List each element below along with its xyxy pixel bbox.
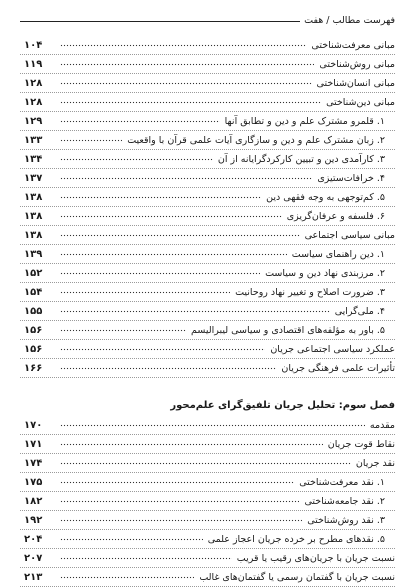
dot-leader bbox=[60, 364, 276, 373]
toc-entry-title: ۵. نقدهای مطرح بر خرده جریان اعجاز علمی bbox=[207, 533, 385, 545]
dot-leader bbox=[60, 231, 300, 240]
toc-entry-title: ۴. خرافات‌ستیزی bbox=[317, 172, 385, 184]
dot-leader bbox=[60, 516, 302, 525]
toc-entry-title: مبانی سیاسی اجتماعی bbox=[304, 229, 395, 241]
section-gap bbox=[20, 378, 395, 394]
toc-entry-page-number: ۲۰۷ bbox=[24, 552, 43, 564]
toc-entry bbox=[20, 549, 395, 568]
toc-entry-page-number: ۱۸۲ bbox=[24, 495, 43, 507]
dot-leader bbox=[60, 212, 282, 221]
toc-entry-title: ۶. فلسفه و عرفان‌گریزی bbox=[286, 210, 385, 222]
toc-entry bbox=[20, 416, 395, 435]
dot-leader bbox=[60, 98, 321, 107]
toc-entry-title: مبانی معرفت‌شناختی bbox=[311, 39, 395, 51]
chapter-heading: فصل سوم: تحلیل جریان تلفیق‌گرای علم‌محور bbox=[170, 399, 395, 411]
toc-entry bbox=[20, 264, 395, 283]
toc-entry-title: نسبت جریان با گفتمان رسمی یا گفتمان‌های غالب bbox=[199, 571, 395, 583]
toc-entry-title: ۵. باور به مؤلفه‌های اقتصادی و سیاسی لیبرالیسم bbox=[191, 324, 385, 336]
toc-entry-title: مبانی انسان‌شناختی bbox=[316, 77, 395, 89]
toc-entry-page-number: ۱۷۰ bbox=[24, 419, 43, 431]
toc-entry-page-number: ۱۵۶ bbox=[24, 324, 43, 336]
toc-entry-page-number: ۱۲۸ bbox=[24, 96, 43, 108]
toc-entry bbox=[20, 511, 395, 530]
toc-entry-page-number: ۱۷۱ bbox=[24, 438, 43, 450]
toc-entry bbox=[20, 112, 395, 131]
dot-leader bbox=[60, 41, 306, 50]
toc-entry bbox=[20, 530, 395, 549]
toc-entry-title: ۱. قلمرو مشترک علم و دین و تطابق آنها bbox=[224, 115, 385, 127]
toc-entry-page-number: ۱۳۸ bbox=[24, 229, 43, 241]
toc-entry-page-number: ۱۵۴ bbox=[24, 286, 43, 298]
toc-entry-title: ۳. نقد روش‌شناختی bbox=[307, 514, 385, 526]
toc-entry-page-number: ۱۷۵ bbox=[24, 476, 43, 488]
toc-entry-title: ۱. دین راهنمای سیاست bbox=[291, 248, 385, 260]
toc-entry-title: ۳. کارآمدی دین و تبیین کارکردگرایانه از آن bbox=[217, 153, 385, 165]
toc-entry-title: عملکرد سیاسی اجتماعی جریان bbox=[270, 343, 395, 355]
toc-entry-page-number: ۱۳۸ bbox=[24, 210, 43, 222]
toc-entry-page-number: ۱۵۲ bbox=[24, 267, 43, 279]
toc-section-part2 bbox=[20, 416, 395, 587]
toc-entry bbox=[20, 321, 395, 340]
toc-entry bbox=[20, 473, 395, 492]
toc-entry-page-number: ۱۳۴ bbox=[24, 153, 43, 165]
dot-leader bbox=[60, 421, 365, 430]
table-of-contents bbox=[20, 36, 395, 587]
toc-section-part1 bbox=[20, 36, 395, 378]
dot-leader bbox=[60, 573, 194, 582]
toc-entry-page-number: ۱۷۴ bbox=[24, 457, 43, 469]
dot-leader bbox=[60, 174, 312, 183]
toc-entry-page-number: ۱۱۹ bbox=[24, 58, 43, 70]
toc-entry-title: ۲. نقد جامعه‌شناختی bbox=[304, 495, 385, 507]
toc-entry bbox=[20, 55, 395, 74]
toc-entry bbox=[20, 150, 395, 169]
toc-entry-page-number: ۲۰۴ bbox=[24, 533, 43, 545]
dot-leader bbox=[60, 60, 314, 69]
dot-leader bbox=[60, 269, 260, 278]
toc-entry-title: ۴. ملی‌گرایی bbox=[334, 305, 385, 317]
toc-entry-page-number: ۲۱۳ bbox=[24, 571, 43, 583]
toc-entry-page-number: ۱۳۳ bbox=[24, 134, 43, 146]
dot-leader bbox=[60, 136, 122, 145]
toc-entry-title: نقاط قوت جریان bbox=[327, 438, 395, 450]
toc-entry bbox=[20, 74, 395, 93]
toc-entry bbox=[20, 492, 395, 511]
toc-entry-page-number: ۱۲۹ bbox=[24, 115, 43, 127]
toc-entry-page-number: ۱۵۶ bbox=[24, 343, 43, 355]
toc-entry-title: ۱. نقد معرفت‌شناختی bbox=[299, 476, 385, 488]
toc-entry-title: ۲. مرزبندی نهاد دین و سیاست bbox=[265, 267, 385, 279]
toc-entry bbox=[20, 226, 395, 245]
dot-leader bbox=[60, 478, 294, 487]
dot-leader bbox=[60, 326, 186, 335]
dot-leader bbox=[60, 440, 323, 449]
toc-entry bbox=[20, 245, 395, 264]
toc-entry-page-number: ۱۰۴ bbox=[24, 39, 43, 51]
toc-entry bbox=[20, 435, 395, 454]
dot-leader bbox=[60, 117, 220, 126]
toc-entry-page-number: ۱۵۵ bbox=[24, 305, 43, 317]
toc-entry-title: نسبت جریان با جریان‌های رقیب یا قریب bbox=[236, 552, 395, 564]
toc-entry bbox=[20, 340, 395, 359]
toc-entry-title: مقدمه bbox=[369, 419, 395, 431]
toc-entry-title: ۳. ضرورت اصلاح و تغییر نهاد روحانیت bbox=[235, 286, 385, 298]
toc-entry-title: نقد جریان bbox=[355, 457, 395, 469]
dot-leader bbox=[60, 345, 265, 354]
toc-entry bbox=[20, 283, 395, 302]
toc-entry bbox=[20, 131, 395, 150]
toc-entry-page-number: ۱۳۷ bbox=[24, 172, 43, 184]
toc-entry-page-number: ۱۳۹ bbox=[24, 248, 43, 260]
dot-leader bbox=[60, 250, 287, 259]
toc-entry bbox=[20, 302, 395, 321]
dot-leader bbox=[60, 193, 261, 202]
running-head-rule bbox=[20, 21, 300, 22]
toc-entry bbox=[20, 36, 395, 55]
dot-leader bbox=[60, 554, 232, 563]
toc-entry-page-number: ۱۳۸ bbox=[24, 191, 43, 203]
running-head bbox=[20, 8, 395, 26]
toc-entry-page-number: ۱۲۸ bbox=[24, 77, 43, 89]
dot-leader bbox=[60, 535, 203, 544]
toc-entry bbox=[20, 93, 395, 112]
running-head-text: فهرست مطالب / هفت bbox=[304, 15, 395, 26]
toc-entry-title: ۵. کم‌توجهی به وجه فقهی دین bbox=[266, 191, 385, 203]
dot-leader bbox=[60, 155, 213, 164]
toc-entry bbox=[20, 568, 395, 587]
toc-entry-title: تأثیرات علمی فرهنگی جریان bbox=[281, 362, 395, 374]
dot-leader bbox=[60, 79, 312, 88]
dot-leader bbox=[60, 288, 230, 297]
toc-entry-title: مبانی دین‌شناختی bbox=[326, 96, 395, 108]
toc-entry-title: مبانی روش‌شناختی bbox=[319, 58, 395, 70]
toc-entry bbox=[20, 188, 395, 207]
dot-leader bbox=[60, 497, 299, 506]
toc-entry-page-number: ۱۶۶ bbox=[24, 362, 43, 374]
toc-entry bbox=[20, 207, 395, 226]
toc-entry bbox=[20, 169, 395, 188]
toc-entry-title: ۲. زبان مشترک علم و دین و سازگاری آیات علمی قرآن با واقعیت bbox=[127, 134, 385, 146]
toc-entry-page-number: ۱۹۲ bbox=[24, 514, 43, 526]
toc-entry bbox=[20, 359, 395, 378]
dot-leader bbox=[60, 459, 351, 468]
dot-leader bbox=[60, 307, 330, 316]
toc-entry bbox=[20, 454, 395, 473]
